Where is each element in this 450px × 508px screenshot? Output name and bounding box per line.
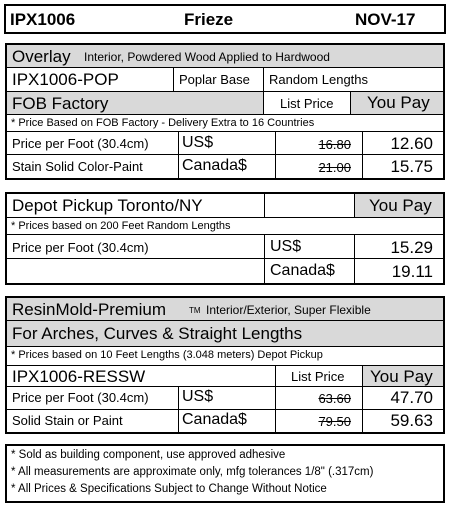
resin-row1-label: Price per Foot (30.4cm) [12,390,149,405]
depot-row1-pay: 15.29 [390,238,433,257]
resin-row2-label: Solid Stain or Paint [12,413,123,428]
resin-subtitle: Interior/Exterior, Super Flexible [206,303,371,317]
note-line-2: * All measurements are approximate only, mfg tolerances 1/8" (.317cm) [11,466,374,478]
resin-tm: TM [189,306,201,315]
depot-you-pay-label: You Pay [369,196,432,215]
overlay-subtitle: Interior, Powdered Wood Applied to Hardwood [84,50,330,64]
depot-note: * Prices based on 200 Feet Random Lengths [11,220,231,232]
notes-box [5,444,445,503]
depot-title: Depot Pickup Toronto/NY [12,196,203,215]
note-line-3: * All Prices & Specifications Subject to Change Without Notice [11,483,327,495]
resin-row1-currency: US$ [182,388,214,405]
overlay-code: IPX1006-POP [12,70,119,89]
resin-code: IPX1006-RESSW [12,367,146,386]
overlay-row1-pay: 12.60 [390,134,433,153]
resin-box [5,296,445,434]
depot-box [5,192,445,285]
resin-row2-list: 79.50 [318,414,351,429]
overlay-list-price-label: List Price [280,96,334,111]
overlay-row2-label: Stain Solid Color-Paint [12,159,143,174]
depot-row1-label: Price per Foot (30.4cm) [12,240,149,255]
resin-title: ResinMold-Premium [12,300,166,319]
overlay-you-pay-label: You Pay [367,93,430,112]
resin-arches: For Arches, Curves & Straight Lengths [12,324,303,343]
depot-row2-pay: 19.11 [391,262,433,281]
depot-row1-currency: US$ [270,238,302,255]
overlay-box [5,43,445,180]
overlay-row2-currency: Canada$ [182,157,247,174]
overlay-row1-currency: US$ [182,134,214,151]
overlay-row1-label: Price per Foot (30.4cm) [12,136,149,151]
overlay-fob: FOB Factory [12,94,109,113]
overlay-row2-list: 21.00 [318,160,351,175]
depot-row2-currency: Canada$ [270,262,335,279]
resin-you-pay-label: You Pay [370,367,433,386]
resin-note: * Prices based on 10 Feet Lengths (3.048 meters) Depot Pickup [11,349,323,361]
note-line-1: * Sold as building component, use approved adhesive [11,449,286,461]
resin-list-price-label: List Price [291,369,345,384]
header-name: Frieze [184,10,234,29]
overlay-note: * Price Based on FOB Factory - Delivery Extra to 16 Countries [11,117,315,129]
resin-row2-currency: Canada$ [182,411,247,428]
overlay-row2-pay: 15.75 [390,157,433,176]
overlay-title: Overlay [12,47,71,66]
resin-row1-list: 63.60 [318,391,351,406]
header-date: NOV-17 [355,10,416,29]
header-code: IPX1006 [10,10,76,29]
overlay-lengths: Random Lengths [269,72,369,87]
overlay-row1-list: 16.80 [318,137,351,152]
overlay-base: Poplar Base [179,72,250,87]
header-box [4,4,446,34]
resin-row1-pay: 47.70 [390,388,433,407]
resin-row2-pay: 59.63 [390,411,433,430]
